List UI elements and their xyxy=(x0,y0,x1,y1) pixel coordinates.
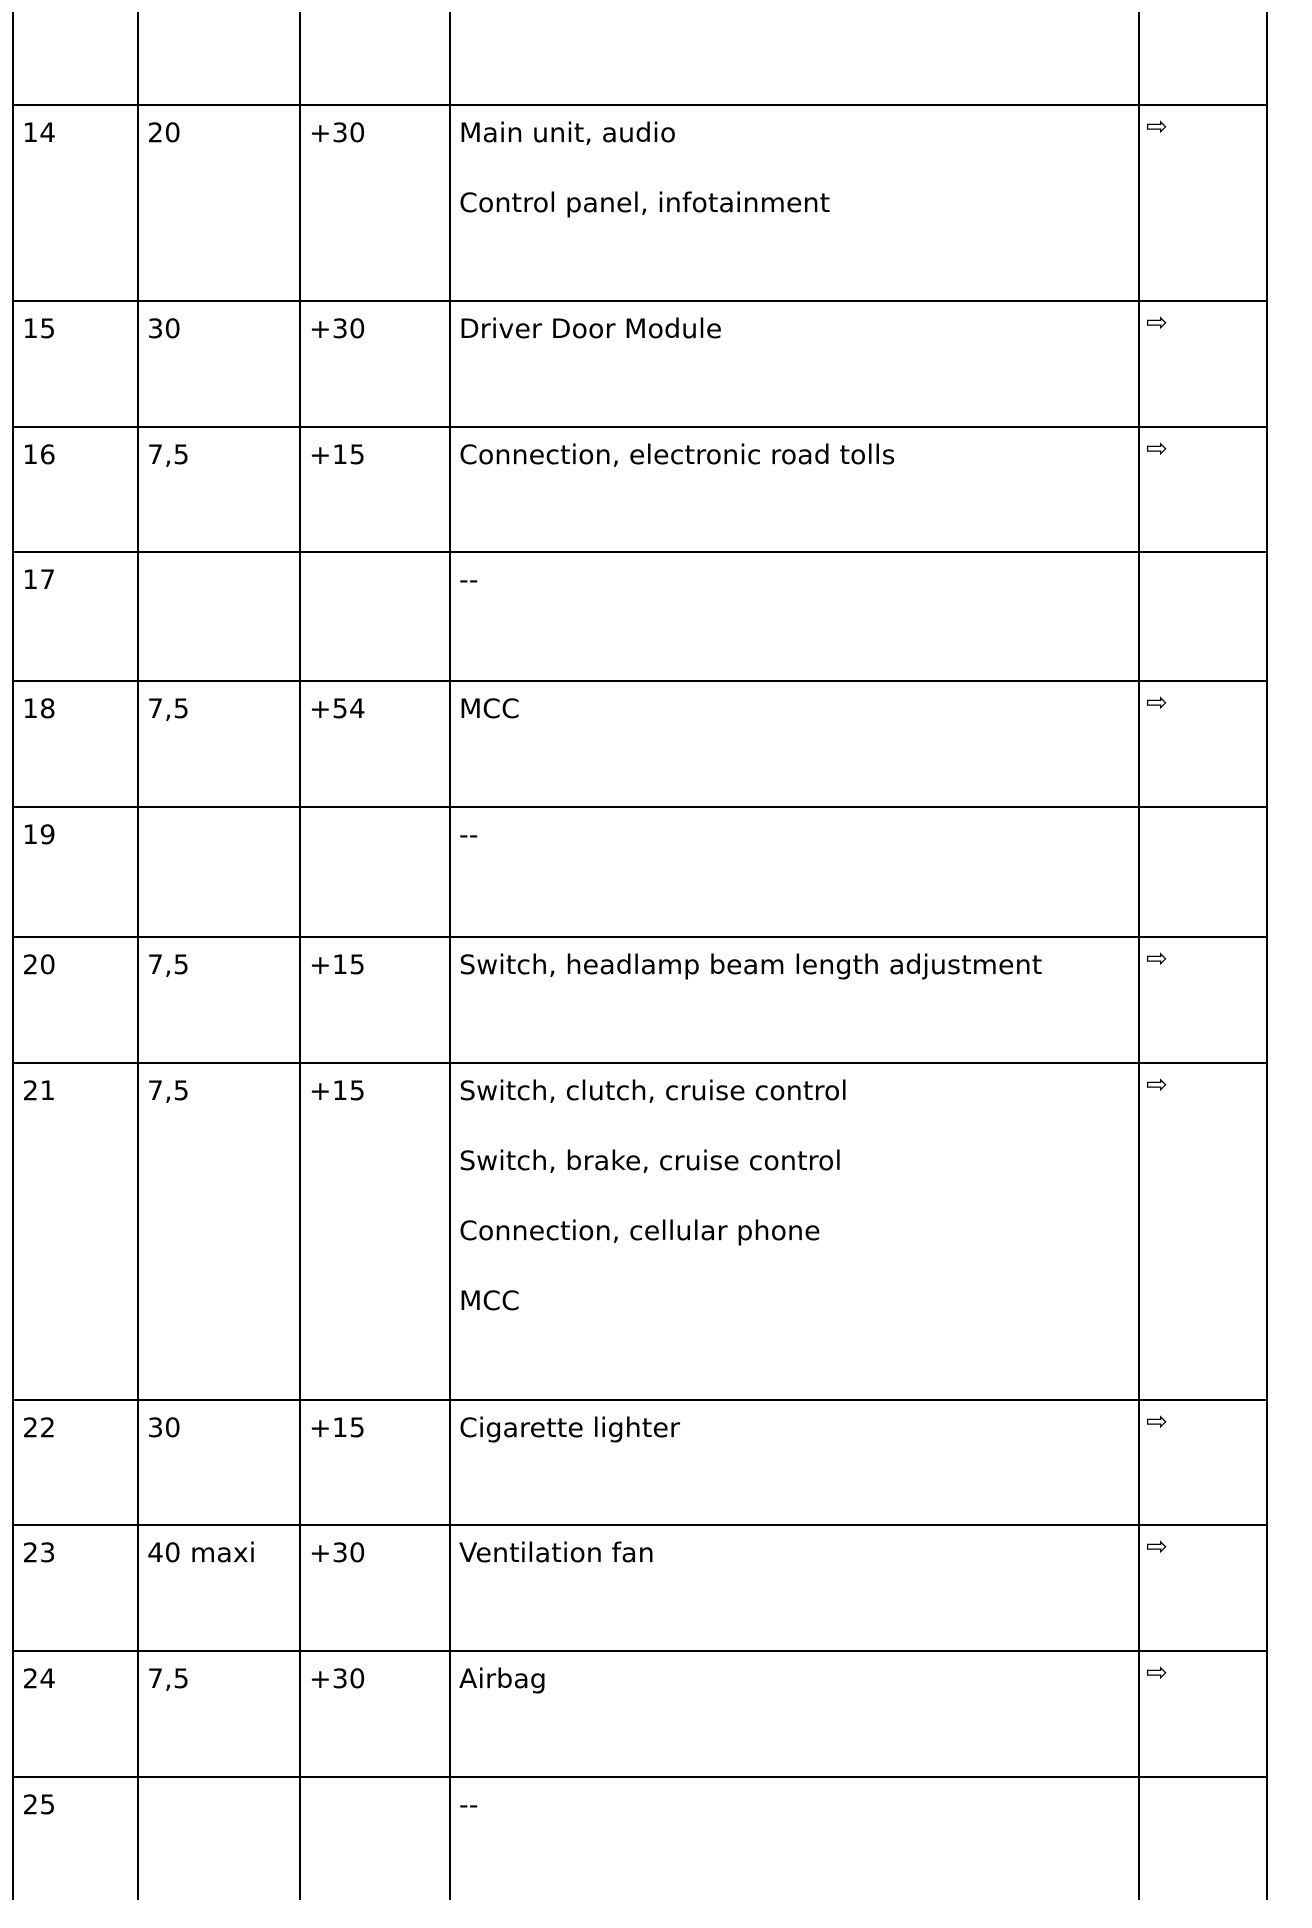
component-description: Ventilation fan xyxy=(459,1538,655,1569)
component-description: -- xyxy=(459,1790,479,1821)
fuse-number: 21 xyxy=(22,1076,57,1107)
component-list xyxy=(459,1663,547,1696)
fuse-number: 23 xyxy=(22,1538,57,1569)
component-description: Connection, electronic road tolls xyxy=(459,440,896,471)
fuse-number: 14 xyxy=(22,118,57,149)
row-divider xyxy=(12,551,1268,553)
row-divider xyxy=(12,1399,1268,1401)
component-description: Airbag xyxy=(459,1664,547,1695)
terminal: +30 xyxy=(309,314,366,345)
component-list xyxy=(459,1789,479,1822)
component-list xyxy=(459,439,896,472)
row-divider xyxy=(12,806,1268,808)
component-list xyxy=(459,564,479,597)
terminal: +15 xyxy=(309,950,366,981)
row-divider xyxy=(12,1062,1268,1064)
component-description: Cigarette lighter xyxy=(459,1413,681,1444)
fuse-number: 19 xyxy=(22,820,57,851)
component-description: Switch, headlamp beam length adjustment xyxy=(459,950,1043,981)
fuse-number: 20 xyxy=(22,950,57,981)
right-arrow-icon[interactable]: ⇨ xyxy=(1146,434,1168,464)
column-divider xyxy=(12,12,14,1900)
component-description: Connection, cellular phone xyxy=(459,1216,821,1247)
terminal: +15 xyxy=(309,1076,366,1107)
component-description: Driver Door Module xyxy=(459,314,723,345)
right-arrow-icon[interactable]: ⇨ xyxy=(1146,1532,1168,1562)
fuse-number: 22 xyxy=(22,1413,57,1444)
row-divider xyxy=(12,104,1268,106)
row-divider xyxy=(12,680,1268,682)
terminal: +30 xyxy=(309,1664,366,1695)
fuse-number: 18 xyxy=(22,694,57,725)
fuse-rating: 30 xyxy=(147,1413,182,1444)
column-divider xyxy=(1266,12,1268,1900)
component-description: -- xyxy=(459,565,479,596)
fuse-number: 17 xyxy=(22,565,57,596)
right-arrow-icon[interactable]: ⇨ xyxy=(1146,1070,1168,1100)
row-divider xyxy=(12,1524,1268,1526)
terminal: +30 xyxy=(309,1538,366,1569)
right-arrow-icon[interactable]: ⇨ xyxy=(1146,1658,1168,1688)
component-list xyxy=(459,1537,655,1570)
component-list xyxy=(459,1075,848,1318)
terminal: +30 xyxy=(309,118,366,149)
right-arrow-icon[interactable]: ⇨ xyxy=(1146,688,1168,718)
fuse-number: 16 xyxy=(22,440,57,471)
fuse-number: 25 xyxy=(22,1790,57,1821)
row-divider xyxy=(12,1776,1268,1778)
component-list xyxy=(459,819,479,852)
component-list xyxy=(459,693,520,726)
fuse-number: 24 xyxy=(22,1664,57,1695)
component-description: -- xyxy=(459,820,479,851)
row-divider xyxy=(12,936,1268,938)
fuse-rating: 7,5 xyxy=(147,440,190,471)
fuse-rating: 7,5 xyxy=(147,1076,190,1107)
component-list xyxy=(459,117,830,220)
column-divider xyxy=(1138,12,1140,1900)
column-divider xyxy=(449,12,451,1900)
right-arrow-icon[interactable]: ⇨ xyxy=(1146,112,1168,142)
column-divider xyxy=(137,12,139,1900)
fuse-rating: 40 maxi xyxy=(147,1538,257,1569)
component-description: Switch, clutch, cruise control xyxy=(459,1076,849,1107)
component-description: MCC xyxy=(459,1286,521,1317)
right-arrow-icon[interactable]: ⇨ xyxy=(1146,308,1168,338)
component-description: Main unit, audio xyxy=(459,118,677,149)
row-divider xyxy=(12,300,1268,302)
right-arrow-icon[interactable]: ⇨ xyxy=(1146,944,1168,974)
terminal: +54 xyxy=(309,694,366,725)
component-list xyxy=(459,949,1042,982)
terminal: +15 xyxy=(309,440,366,471)
component-description: Control panel, infotainment xyxy=(459,188,831,219)
fuse-rating: 7,5 xyxy=(147,694,190,725)
right-arrow-icon[interactable]: ⇨ xyxy=(1146,1407,1168,1437)
component-list xyxy=(459,313,722,346)
component-list xyxy=(459,1412,680,1445)
component-description: MCC xyxy=(459,694,521,725)
terminal: +15 xyxy=(309,1413,366,1444)
column-divider xyxy=(299,12,301,1900)
component-description: Switch, brake, cruise control xyxy=(459,1146,843,1177)
fuse-number: 15 xyxy=(22,314,57,345)
row-divider xyxy=(12,1650,1268,1652)
fuse-rating: 7,5 xyxy=(147,1664,190,1695)
fuse-rating: 30 xyxy=(147,314,182,345)
row-divider xyxy=(12,426,1268,428)
fuse-rating: 20 xyxy=(147,118,182,149)
fuse-rating: 7,5 xyxy=(147,950,190,981)
